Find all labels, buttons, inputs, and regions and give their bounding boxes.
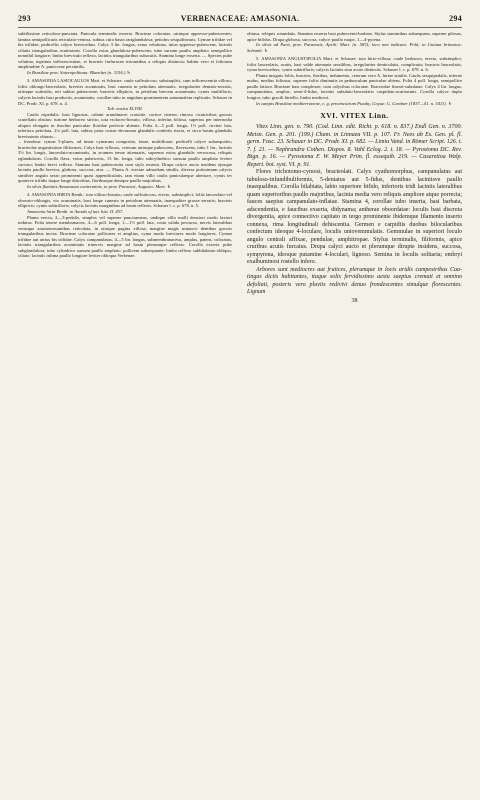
synonym: Amasonia hirta Benth. in Annals of nat. hist. II. 457. [27,208,124,214]
paragraph: ... frondosa: cymae 5-plures, ad instar cymarum composite, laxae, multiflorae; pedicelli calyce subaequales; bracteolae angustissime filiformes; Calyx basi villosus, ceterum utrinque pubescens, flavescens, tubo 1 lin., laciniis 3½ lin. longis, lanceolato-acuminatis, in acumen tenue attenuatis, suprema extus glandulis verrucosa, reliquis eglandulosis. Corolla flava, extus pubescens, 13 lin. longa, tubo subcylindrico sursum paullo ampliato leviter curvato; limbo brevi reflexo. Stamina basi pubescentia cum stylo exserta. Drupa calyce aucto insidens ejusque laciniis paullo brevior, globosa, succosa, atra. — Planta A. erectae admodum similis, diversa potissimum calycis similiter angulo sexto prominenti quasi appendiculatis, tam etiam villo caulis paniculaeque uberiore, cymis ter quaterve trifidis itaque longe ditioribus, floribusque denique paullo majoribus. [18,139,232,184]
left-page-number: 293 [18,14,31,23]
paragraph: Planta erecta, 2—3-pedalis, simplex vel superne paucirameus, undique villo molli densiori modo laxiori indutus. Folia tenere membranacea, 4—6 poll. longa, 1—1½ poll. lata, costa valida percursa, nervis lateralibus venisque anastomosantibus reticulata, in utraque pagina villosa, margine magis minusve dentibus grossis triangularibus incisa. Bracteae coloratae pollicares et amplius, cyma modo breviores modo longiores. Cymae trifidae aut rarius bis trifidae. Calyx campanulatus, 4—5 lin. longus, submembranaceus, amplus, patens, coloratus, laciniis triangularibus acuminatis trinervis margine ad basin plerumque reflexis. Corolla exserta pube subglandulosa; tubo cylindrico sursum paullo ampliato, pollicem subaequante; limbo reflexo subbilabiato-obliquo, ciliato: laciniis infima paullo longiore leviter obloqua Verbenae. [18,214,232,259]
locality: In campis Brasiliae mediterraneae, e. g. provinciarum Piauhy, Goyaz: G. Gardner (1837—41. n. 3411). ♄ [256,100,453,106]
genus-heading: XVI. VITEX Linn. [320,111,389,121]
species-heading: 5. AMASONIA ANGUSTIFOLIA Mart. et Schauer: tota hirto-villosa; caule herbaceo, erecto, subsimplici; foliis lanceolatis, acutis, basi valde attenuata sessilibus, irregulariter denticulatis, complicatis; bracteis lanceolatis, cyma brevioribus; cymis subtrifloris; calycis laciniis sinu acuto distinctis. Schauer l. c. p. 678. n. 6. [247,56,462,73]
header-rule [18,27,462,28]
paragraph: Caulis tripedalis: basi lignosus, calami arundinacei crassitie, cortice cinereo rimoso cicatricibus grossis scutellatis obsitus: turione herbaceo stricto, tota violaceo-hirsuto, villoso, inferius foliosa, superius per internodia aliquot elongata in rhachin paniculae floridae perfecte abiente. Folia 4—5 poll. longa, 1½ poll. circiter lata, inferiora petiolata, 2¼ poll. lata, subtus juxta costae decursum glandulis confertis tincta, et circa basim glandulis brevissimis obtusis... [18,111,232,139]
right-column [247,31,462,305]
running-header [18,14,462,26]
running-title: VERBENACEAE: AMASONIA. [180,14,300,23]
locality: In Brasiliae prov. Soteropolitana: Blanchet (n. 3156.) ♄ [27,69,131,75]
paragraph: Planta insignis foliis, bracteis, floribus, indumento, ceterum vero A. hirtae similis. Caulis sesquipedalis, inferne nudus, medius foliosus, superne foliis diminutis in pedunculum paniculae abiens. Folia 4 poll. longa, semipollice paullo latiora. Bracteae basi complexae, cum calycibus coloratae. Bracteolae lineari-subulatae. Calyx 4 lin. longus, campanulatus, amplus, semi-4-fidus, laciniis subulato-lanceolatis cuspidato-acutissimis. Corolla calyce duplo longior, tubo gracili hirtello, limbo mediocri. [247,72,462,101]
genus-habit: Arbores sunt mediocres aut frutices, plerumque in locis aridis campestribus Caa-tingas dictis habitantes, itaque solis fervidissimo aestu saepius cremati et omnino defoliati, posteris vero pluviis redivivi denuo frondescentes simulque florescentes. Lignum [247,266,462,296]
locality: In silvis ad Pará, prov. Paraensis, Aprili: Mart. (n. 583); loco non indicato: Pohl; in Guiana britanica: Schomb. ♄ [247,42,462,53]
signature-mark: 38 [351,297,358,304]
paragraph: obtusa, reliquis rotundatis. Stamina exserta basi pubescenti-barbata. Stylus staminibus subaequans, superne pilosus, apice bifidus. Drupa globosa, succosa, calyce paullo major, 1—4-pyrena. [247,31,462,42]
plate-reference: Tab. nostra XLVIII. [107,106,143,112]
genus-description: Flores trichotomo-cymosi, bracteolati. Calyx cyathomorphus, campanulatus aut tubuloso-infundibuliformis, 5-dentatus aut 5-fidus, dentibus laciniisve paullo inaequalibus. Corolla bilabiata, labio superiore bifido, inferioris tridi laciniis lateralibus quam superioribus paullo majoribus, lacinia media vero reliquis ampliore atque porrecta; fauces saepius campanulato-inflatae. Stamina 4, corollae tubo inserta, basi barbata, adscendentia, e faucibus exserta, didynama; antherae oboordatae: loculis basi discreta divergentia, apice connectivo capitato in tergo prominente ibidemque filamento inserto connexa, rima longitudinali dehiscentia. Germen e carpidiis duobus bilocularibus confectum ideoque 4-loculare, loculis uniovemmulatis. Gemmulae in superiori loculo angulo centrali affixae, pendulae, amphitropae. Stylus terminalis, filiformis, apice cruribus acutis furcatus. Drupa calyci aucto et plerumque dirupte insidens, succosa, sympyrena, ideoque putamine 4-loculari, lignoso. Semina in loculis solitaria; embryi exalbuminosi rostello infero. [247,169,462,266]
genus-synonymy: Vitex Linn. gen. n. 790. (Cod. Linn. edit. Richt. p. 618. n. 837.) Endl Gen. n. 3700. Meisn. Gen. p. 201. (199.) Cham. in Linnaea VII. p. 107. Fr. Nees ab Es. Gen. pl. fl. germ. Fasc. 23. Schauer in DC. Prodr. XI. p. 682. — Limia Vand. in Römer Script. 126. t. 7. f. 21. — Nephrandra Cothen. Dispos. 8. Vahl Eclog. 2. t. 18. — Pyrostoma DC. Rev. Bign. p. 16. — Pyrostoma F. W. Meyer Prim. fl. essequib. 219. — Casarettoa Walp. Repert. bot. syst. VI. p. 91. [247,124,462,168]
left-column [18,31,232,259]
locality: In silvis fluminis Amazonum conterminis, in prov. Paraensi, Augusto: Mart. ♄ [27,183,172,189]
species-heading: 3. AMASONIA LASIOCAULOS Mart. et Schauer: caule suffruticoso, subsimplici, cum inflorescentia villoso; foliis oblongo-lanceolatis, breviter acuminatis, basi cuneata in petiolum attenuatis, irregulariter dentato-serratis, utrinque scabridis, reti subtus pubescente; bracteis ellipticis, in petiolum brevem acuminatis; cymis multifloris; calycis laciniis basi productis, acuminatis; corollae tubo in angulum prominentem autumnalem replicatis. Schauer in DC. Prodr. XI. p. 678. n. 4. [18,78,232,106]
right-page-number: 294 [449,14,462,23]
species-heading: 4. AMASONIA HIRTA Benth.: tota villoso-hirsuta; caule suffruticoso, erecto, subsimplici; foliis lanceolato-vel obovato-oblongis, vix acuminatis, basi longe cuneata in petiolum attenuatis, inaequaliter grosse serratis; bracteis ellipticis; cymis subtrifloris; calycis laciniis marginibus ad basin reflexis. Schauer l. c. p. 678. n. 5. [18,192,232,209]
paragraph: subtilissime reticuloso-punctata. Panicula terminalis exserta. Bracteae coloratae, utrinque appresso-pubescentes; lamina semipollicaris reticulato-venosa, subtus citra basin rariglandulosa; petiolus sesquilinearis. Cymae trifidae vel bis trifidae, pedicellis calyce breviorihus. Calyx 3 lin. longus, extus velutinus, intus appresso-pubescens, laciniis ciliatis triangularibus acutissimis. Corolla extus glandulosa-pubescens; tubo sursum paullo ampliato semipollice nonnihil longiore; limbo breviculo reflexo, laciniis triangularibus subacutis. Stamina longe exserta. — Species pube velutina, inprimis inflorescentiae, et bracteis furfuraceo micantibus a reliquis distincta; habitu vero et foliorum amplitudine A. punicceae persimilis. [18,31,232,70]
